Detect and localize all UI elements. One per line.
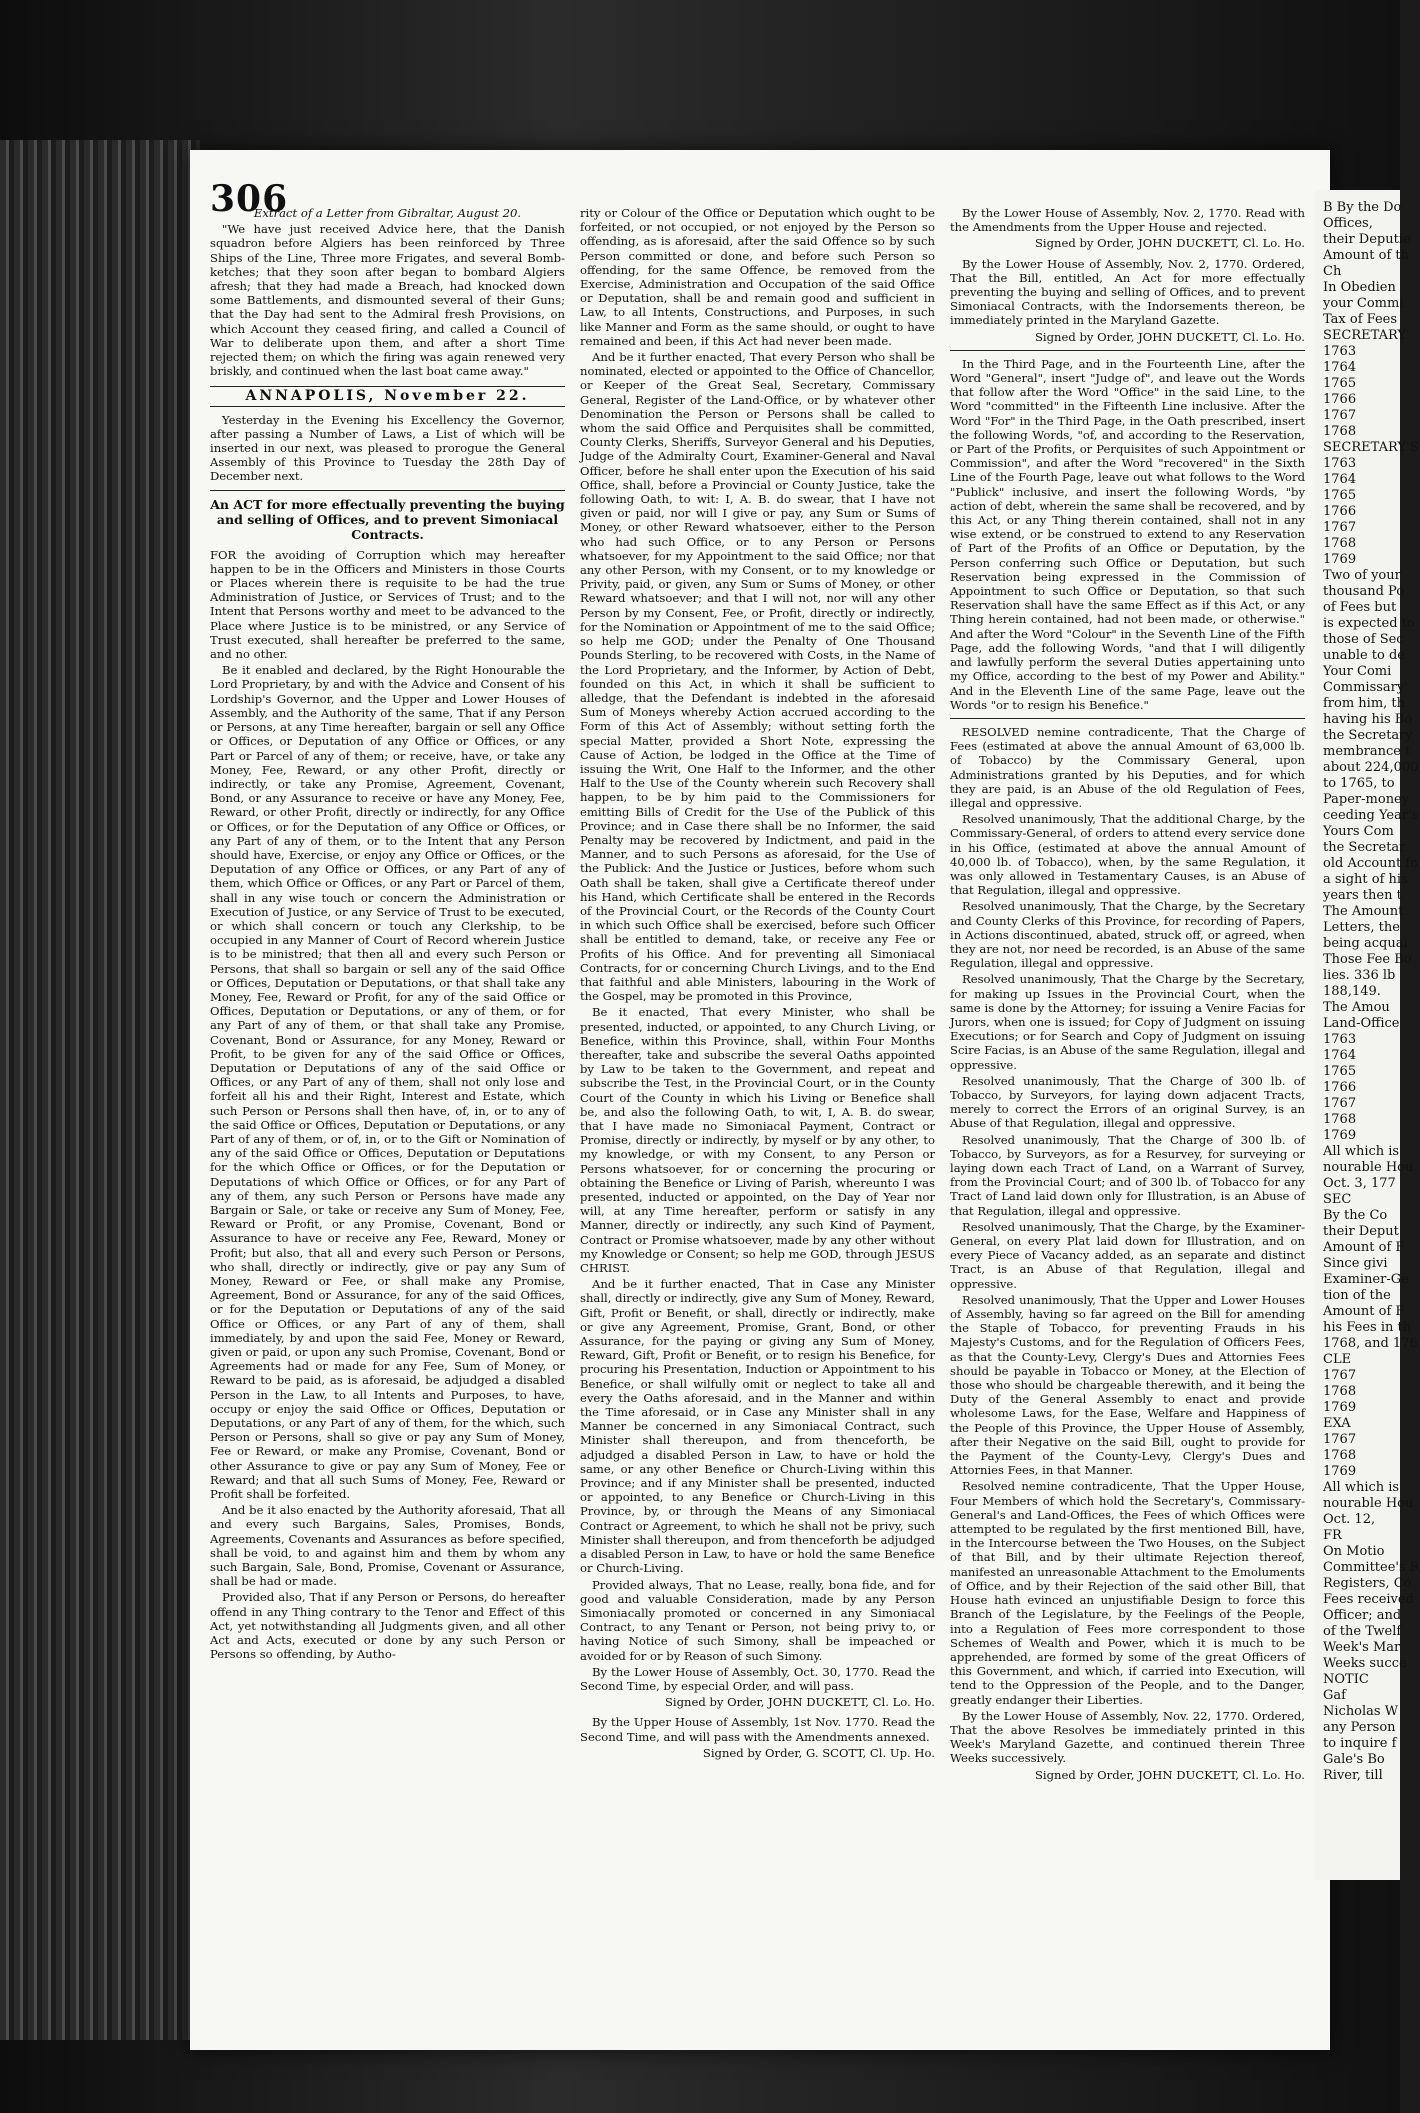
right-page-line: his Fees in th: [1323, 1320, 1412, 1335]
right-page-line: CLE: [1323, 1352, 1352, 1367]
right-page-line: tion of the: [1323, 1288, 1391, 1303]
book-page-edges: [0, 140, 200, 2040]
col2-paragraph-2: And be it further enacted, That every Person who shall be nominated, elected or appointed to the Office of Chancellor, or Keeper of the Great Seal, Secretary, Commissary General, Register of the Land-Office, or by whatever other Denomination the Person or Persons shall be called to whom the said Office and Perquisites shall be committed, County Clerks, Sheriffs, Surveyor General and his Deputies, Judge of the Admiralty Court, Examiner-General and Naval Officer, before he shall enter upon the Execution of his said Office, shall, before a Provincial or County Justice, take the following Oath, to wit: I, A. B. do swear, that I have not given or paid, nor will I give or pay, any Sum or Sums of Money, or other Reward whatsoever, either to the Person who had such Office, or to any Person or Persons whatsoever, for my Appointment to the said Office; nor that any other Person, with my Consent, or to my knowledge or Privity, paid, or given, any Sum or Sums of Money, or other Reward whatsoever; and that I will not, nor will any other Person by my Consent, Fee, or Profit, directly or indirectly, for the Nomination or Appointment of me to the said Office; so help me GOD; under the Penalty of One Thousand Pounds Sterling, to be recovered with Costs, in the Name of the Lord Proprietary, and the Informer, by Action of Debt, founded on this Act, in which it shall be sufficient to alledge, that the Defendant is indebted in the aforesaid Sum of Moneys whereby Action accrued according to the Form of this Act of Assembly; without setting forth the special Matter, provided a Short Note, expressing the Cause of Action, be lodged in the Office at the Time of issuing the Writ, One Half to the Informer, and the other Half to the Use of the County wherein such Recovery shall happen, to be by him paid to the Commissioners for emitting Bills of Credit for the Use of the Publick of this Province; and in Case there shall be no Informer, the said Penalty may be recovered by Indictment, and paid in the Manner, and to such Persons as aforesaid, for the Use of the Publick: And the Justice or Justices, before whom such Oath shall be taken, shall give a Certificate thereof under his Hand, which Certificate shall be entered in the Records of the Provincial Court, or the Records of the County Court in which such Office shall be exercised, before such Officer shall be entitled to demand, take, or receive any Fee or Profits of his Office. And for preventing all Simoniacal Contracts, for or concerning Church Livings, and to the End that faithful and able Ministers, labouring in the Work of the Gospel, may be promoted in this Province,: [580, 350, 935, 1004]
right-page-line: about 224,000: [1323, 760, 1419, 775]
right-page-line: By the Co: [1323, 1208, 1388, 1223]
col3-paragraph-11: Resolved unanimously, That the Upper and Lower Houses of Assembly, having so far agreed on the Bill for amending the Staple of Tobacco, for preventing Frauds in his Majesty's Customs, and for the Regulation of Officers Fees, as that the County-Levy, Clergy's Dues and Attornies Fees should be payable in Tobacco or Money, at the Election of those who should be chargeable therewith, and it being the Duty of the General Assembly to enact and provide wholesome Laws, for the Ease, Welfare and Happiness of the People of this Province, the Upper House of Assembly, after their Negative on the said Bill, ought to provide for the Payment of the County-Levy, Clergy's Dues and Attornies Fees, in that Manner.: [950, 1292, 1305, 1478]
right-page-line: their Deput: [1323, 1224, 1399, 1239]
right-page-line: a sight of his: [1323, 872, 1408, 887]
right-page-line: Offices,: [1323, 216, 1373, 231]
right-page-line: Gale's Bo: [1323, 1752, 1385, 1767]
right-page-line: any Person: [1323, 1720, 1396, 1735]
right-page-line: Letters, the: [1323, 920, 1400, 935]
right-page-line: their Deputie: [1323, 232, 1411, 247]
col3-paragraph-1: By the Lower House of Assembly, Nov. 2, 1770. Read with the Amendments from the Upper House and rejected.: [950, 206, 1305, 235]
right-page-line: those of Sec: [1323, 632, 1404, 647]
right-page-line: Weeks succe: [1323, 1656, 1407, 1671]
col2-signature-1: Signed by Order, JOHN DUCKETT, Cl. Lo. Ho.: [664, 1695, 935, 1710]
right-page-line: Your Comi: [1323, 664, 1392, 679]
right-page-line: SECRETARY'S: [1323, 440, 1419, 455]
right-page-line: Registers, Co: [1323, 1576, 1412, 1591]
annapolis-text: Yesterday in the Evening his Excellency the Governor, after passing a Number of Laws, a List of which will be inserted in our next, was pleased to prorogue the General Assembly of this Province to Tuesday the 28th Day of December next.: [210, 412, 565, 484]
right-page-line: Gaf: [1323, 1688, 1346, 1703]
right-page-line: Nicholas W: [1323, 1704, 1399, 1719]
right-page-line: having his Bo: [1323, 712, 1413, 727]
right-page-line: of the Twelf: [1323, 1624, 1402, 1639]
right-page-line: Week's Mar: [1323, 1640, 1401, 1655]
column-3: [950, 206, 1305, 1788]
right-page-line: Amount of F: [1323, 1304, 1405, 1319]
right-page-line: 1765: [1323, 376, 1357, 391]
right-page-line: 1764: [1323, 360, 1357, 375]
right-page-line: 1768: [1323, 1384, 1357, 1399]
right-page-line: 1767: [1323, 520, 1357, 535]
right-page-line: 1763: [1323, 456, 1357, 471]
right-page-line: 1768: [1323, 1448, 1357, 1463]
right-page-line: 1769: [1323, 1400, 1357, 1415]
gibraltar-text: "We have just received Advice here, that the Danish squadron before Algiers has been reinforced by Three Ships of the Line, Three more Frigates, and several Bomb-ketches; that they soon after began to bombard Algiers afresh; that they had made a Breach, had knocked down some Battlements, and dismounted several of their Guns; that the Day had sent to the Admiral fresh Provisions, on which Account they ceased firing, and called a Council of War to deliberate upon them, and after a short Time rejected them; on which the firing was again renewed very briskly, and continued when the last boat came away.": [210, 222, 565, 379]
right-page-line: 1768, and 176: [1323, 1336, 1418, 1351]
right-page-line: ceeding Year's: [1323, 808, 1419, 823]
right-page-line: 1766: [1323, 1080, 1357, 1095]
act-paragraph-4: Provided also, That if any Person or Persons, do hereafter offend in any Thing contrary to the Tenor and Effect of this Act, yet notwithstanding all Judgments given, and all other Act and Acts, executed or done by any such Person or Persons so offending, by Autho-: [210, 1590, 565, 1662]
right-page-line: All which is: [1323, 1144, 1400, 1159]
right-page-line: of Fees but: [1323, 600, 1397, 615]
right-page-line: Paper-money: [1323, 792, 1410, 807]
col3-signature-1: Signed by Order, JOHN DUCKETT, Cl. Lo. Ho.: [1034, 236, 1305, 251]
col2-paragraph-5: Provided always, That no Lease, really, bona fide, and for good and valuable Consideration, made by any Person Simoniacally promoted or concerned in any Simoniacal Contract, to any Tenant or Person, not being privy to, or having Notice of such Simony, shall be impeached or avoided for or by Reason of such Simony.: [580, 1577, 935, 1663]
right-page-line: to inquire f: [1323, 1736, 1397, 1751]
right-page-line: Officer; and: [1323, 1608, 1402, 1623]
col3-paragraph-12: Resolved nemine contradicente, That the Upper House, Four Members of which hold the Secretary's, Commissary-General's and Land-Offices, the Fees of which Offices were attempted to be regulated by the first mentioned Bill, have, in the Intercourse between the Two Houses, on the Subject of that Bill, and by their ultimate Rejection thereof, manifested an unreasonable Attachment to the Emoluments of Office, and by their Rejection of the said other Bill, that House hath evinced an unjustifiable Design to force this Branch of the Legislature, by the Feelings of the People, into a Regulation of Fees more correspondent to those Schemes of Wealth and Power, which it is much to be apprehended, are formed by some of the great Officers of this Government, and which, if carried into Execution, will tend to the Oppression of the People, and to the Danger, greatly endanger their Liberties.: [950, 1479, 1305, 1707]
right-page-line: NOTIC: [1323, 1672, 1369, 1687]
right-page-line: Ch: [1323, 264, 1342, 279]
right-page-line: the Secretar: [1323, 840, 1406, 855]
right-page-line: is expected to: [1323, 616, 1415, 631]
right-page-line: from him, th: [1323, 696, 1406, 711]
col3-paragraph-5: Resolved unanimously, That the additional Charge, by the Commissary-General, of orders to attend every service done in his Office, (estimated at above the annual Amount of 40,000 lb. of Tobacco), when, by the same Regulation, it was only allowed in Testamentary Causes, is an Abuse of that Regulation, illegal and oppressive.: [950, 812, 1305, 898]
right-page-line: 1769: [1323, 1128, 1357, 1143]
col2-paragraph-6: By the Lower House of Assembly, Oct. 30, 1770. Read the Second Time, by especial Order, and will pass.: [580, 1664, 935, 1693]
right-page-line: On Motio: [1323, 1544, 1385, 1559]
right-page-line: 1764: [1323, 1048, 1357, 1063]
right-page-line: 1763: [1323, 344, 1357, 359]
divider: [950, 718, 1305, 719]
col3-paragraph-2: By the Lower House of Assembly, Nov. 2, 1770. Ordered, That the Bill, entitled, An Act for more effectually preventing the buying and selling of Offices, and to prevent Simoniacal Contracts, with the Indorsements thereon, be immediately printed in the Maryland Gazette.: [950, 256, 1305, 328]
right-page-line: unable to de: [1323, 648, 1405, 663]
col3-paragraph-9: Resolved unanimously, That the Charge of 300 lb. of Tobacco, by Surveyors, as for a Resurvey, for surveying or laying down each Tract of Land, on a Warrant of Survey, from the Provincial Court; and of 300 lb. of Tobacco for any Tract of Land laid down only for Illustration, is an Abuse of that Regulation, illegal and oppressive.: [950, 1132, 1305, 1218]
right-page-line: thousand Po: [1323, 584, 1405, 599]
right-page-line: Amount of th: [1323, 248, 1410, 263]
right-page-line: 1766: [1323, 504, 1357, 519]
col3-signature-3: Signed by Order, JOHN DUCKETT, Cl. Lo. Ho.: [1034, 1767, 1305, 1782]
col3-paragraph-8: Resolved unanimously, That the Charge of 300 lb. of Tobacco, by Surveyors, for laying down adjacent Tracts, merely to correct the Errors of an original Survey, is an Abuse of that Regulation, illegal and oppressive.: [950, 1073, 1305, 1131]
right-page-line: 1769: [1323, 552, 1357, 567]
right-page-line: SECRETARY': [1323, 328, 1410, 343]
column-2: [580, 206, 935, 1766]
right-page-line: 1769: [1323, 1464, 1357, 1479]
right-page-line: nourable Hou: [1323, 1160, 1414, 1175]
right-page-line: your Commi: [1323, 296, 1404, 311]
col2-paragraph-1: rity or Colour of the Office or Deputation which ought to be forfeited, or not occupied, or not enjoyed by the Person so offending, as is aforesaid, after the said Offence so by such Person committed or done, and before such Person so offending, for the same Offence, be removed from the Exercise, Administration and Occupation of the said Office or Deputation, shall be and remain good and sufficient in Law, to all Intents, Constructions, and Purposes, in such like Manner and Form as the same should, or ought to have remained and been, if this Act had never been made.: [580, 206, 935, 348]
col2-signature-2: Signed by Order, G. SCOTT, Cl. Up. Ho.: [702, 1745, 935, 1760]
right-page-line: 1763: [1323, 1032, 1357, 1047]
right-page-line: 1768: [1323, 536, 1357, 551]
right-page-line: Examiner-Ge: [1323, 1272, 1409, 1287]
col3-paragraph-13: By the Lower House of Assembly, Nov. 22, 1770. Ordered, That the above Resolves be immediately printed in this Week's Maryland Gazette, and continued therein Three Weeks successively.: [950, 1708, 1305, 1766]
act-paragraph-2: Be it enabled and declared, by the Right Honourable the Lord Proprietary, by and with the Advice and Consent of his Lordship's Governor, and the Upper and Lower Houses of Assembly, and the Authority of the same, That if any Person or Persons, at any Time hereafter, bargain or sell any Office or Offices, or Deputation of any Office or Offices, or any Part or Parcel of any of them; or receive, have, or take any Money, Fee, Reward, or any other Profit, directly or indirectly, or take any Promise, Agreement, Covenant, Bond, or any Assurance to receive or have any Money, Fee, Reward, or other Profit, directly or indirectly, for any Office or Offices, or for the Deputation of any Office or Offices, or any Part of any of them, or to the Intent that any Person should have, Exercise, or enjoy any Office or Offices, or the Deputation of any Office or Offices, or any Part of any of them, which Office or Offices, or any Part or Parcel of them, shall in any wise touch or concern the Administration or Execution of Justice, or any Service of Trust to be executed, or which shall concern or touch any Clerkship, to be occupied in any Manner of Court of Record wherein Justice is to be ministred; that then all and every such Person or Persons, that shall so bargain or sell any of the said Office or Offices, Deputation or Deputations, or that shall take any Money, Fee, Reward or Profit, for any of the said Office or Offices, Deputation or Deputations, or any of them, or for any Part of any of them, or that shall take any Promise, Covenant, Bond or Assurance, for any Money, Reward or Profit, to be given for any of the said Office or Offices, Deputation or Deputations of any of the said Office or Offices, or any Part of any of them, shall not only lose and forfeit all his and their Right, Interest and Estate, which such Person or Persons shall then have, of, in, or to any of the said Office or Offices, Deputation or Deputations, or any Part of any of them, or of, in, or to the Gift or Nomination of any of the said Office or Offices, Deputation or Deputations for the which Office or Offices, or for the Deputation or Deputations of which Office or Offices, or for any Part of any of them, any such Person or Persons have made any Bargain or Sale, or take or receive any Sum of Money, Fee, Reward or Profit, or any Promise, Covenant, Bond or Assurance to have or receive any Fee, Reward, Money or Profit; but also, that all and every such Person or Persons, who shall, directly or indirectly, give or pay any Sum of Money, Reward or Fee, or shall make any Promise, Agreement, Bond or Assurance, for any of the said Offices, or for the Deputation or Deputations of any of the said Office or Offices, or any Part of any of them, shall immediately, by and upon the said Fee, Money or Reward, given or paid, or upon any such Promise, Covenant, Bond or Agreements had or made for any Fee, Sum of Money, or Reward to be paid, as is aforesaid, be adjudged a disabled Person in the Law, to all Intents and Purposes, to have, occupy or enjoy the said Office or Offices, Deputation or Deputations, or any Part of any of them, for the which, such Person or Persons, shall so give or pay any Sum of Money, Fee or Reward, or make any Promise, Covenant, Bond or other Assurance to give or pay any Sum of Money, Fee or Reward; and that all such Sums of Money, Fee, Reward or Profit shall be forfeited.: [210, 663, 565, 1502]
right-page-line: Committee's R: [1323, 1560, 1420, 1575]
gibraltar-heading: Extract of a Letter from Gibraltar, August 20.: [253, 206, 522, 220]
col2-paragraph-7: By the Upper House of Assembly, 1st Nov. 1770. Read the Second Time, and will pass with the Amendments annexed.: [580, 1715, 935, 1744]
col3-signature-2: Signed by Order, JOHN DUCKETT, Cl. Lo. Ho.: [1034, 329, 1305, 344]
right-page-line: years then t: [1323, 888, 1402, 903]
right-page-line: The Amou: [1323, 1000, 1390, 1015]
right-page-line: 1766: [1323, 392, 1357, 407]
right-page-line: River, till: [1323, 1768, 1383, 1783]
right-page-line: 188,149.: [1323, 984, 1381, 999]
right-page-line: Yours Com: [1323, 824, 1394, 839]
act-title: An ACT for more effectually preventing the buying and selling of Offices, and to prevent Simoniacal Contracts.: [210, 496, 565, 542]
right-page-line: EXA: [1323, 1416, 1351, 1431]
right-page-line: SEC: [1323, 1192, 1352, 1207]
act-text-1: FOR the avoiding of Corruption which may hereafter happen to be in the Officers and Ministers in those Courts or Places wherein there is requisite to be had the true Administration of Justice, or Services of Trust; and to the Intent that Persons worthy and meet to be advanced to the Place where Justice is to be ministred, or any Service of Trust executed, shall hereafter be preferred to the same, and no other.: [210, 547, 565, 662]
right-page-line: old Account fo: [1323, 856, 1418, 871]
right-page-line: 1767: [1323, 1368, 1357, 1383]
col2-paragraph-3: Be it enacted, That every Minister, who shall be presented, inducted, or appointed, to any Church Living, or Benefice, within this Province, shall, within Four Months thereafter, take and subscribe the several Oaths appointed by Law to be taken to the Government, and repeat and subscribe the Test, in the Provincial Court, or in the County Court of the County in which his Living or Benefice shall be, and also the following Oath, to wit, I, A. B. do swear, that I have made no Simoniacal Payment, Contract or Promise, directly or indirectly, by myself or by any other, to my knowledge, or with my Consent, to any Person or Persons whatsoever, for or concerning the procuring or obtaining the Benefice or Living of Parish, whereunto I was presented, inducted or appointed, on the Day of Year nor will, at any Time hereafter, perform or satisfy in any Manner, directly or indirectly, any such Kind of Payment, Contract or Promise whatsoever, made by any other without my Knowledge or Consent; so help me GOD, through JESUS CHRIST.: [580, 1005, 936, 1276]
right-page-line: 1765: [1323, 1064, 1357, 1079]
right-page-line: 1767: [1323, 408, 1357, 423]
right-page-line: Since givi: [1323, 1256, 1388, 1271]
right-page-line: Fees received: [1323, 1592, 1414, 1607]
right-page-line: nourable Hou: [1323, 1496, 1414, 1511]
right-page-line: 1768: [1323, 424, 1357, 439]
newspaper-page: [190, 150, 1330, 2050]
act-paragraph-3: And be it also enacted by the Authority aforesaid, That all and every such Bargains, Sales, Promises, Bonds, Agreements, Covenants and Assurances as before specified, shall be void, to and against him and them by whom any such Bargain, Sale, Bond, Promise, Covenant or Assurance, shall be had or made.: [210, 1503, 565, 1589]
col3-paragraph-4: RESOLVED nemine contradicente, That the Charge of Fees (estimated at above the annual Amount of 63,000 lb. of Tobacco) by the Commissary General, upon Administrations granted by his Deputies, and for which they are paid, is an Abuse of the old Regulation of Fees, illegal and oppressive.: [950, 724, 1305, 810]
right-page-line: Commissary': [1323, 680, 1408, 695]
column-1: [210, 206, 565, 1664]
right-page-line: 1767: [1323, 1096, 1357, 1111]
right-page-line: being acquai: [1323, 936, 1408, 951]
right-page-line: 1768: [1323, 1112, 1357, 1127]
right-page-line: the Secretary: [1323, 728, 1413, 743]
col2-paragraph-4: And be it further enacted, That in Case any Minister shall, directly or indirectly, give any Sum of Money, Reward, Gift, Profit or Benefit, or shall, directly or indirectly, make or give any Agreement, Promise, Grant, Bond, or other Assurance, for the paying or giving any Sum of Money, Reward, Gift, Profit or Benefit, or to resign his Benefice, for procuring his Presentation, Induction or Appointment to his Benefice, or shall wilfully omit or neglect to take all and every the Oaths aforesaid, and in the Manner and within the Time aforesaid, or in Case any Minister shall in any Manner be concerned in any Simoniacal Contract, such Minister shall thereupon, and from thenceforth, be adjudged a disabled Person in Law, to have or hold the same, or any other Benefice or Church-Living within this Province; and if any Minister shall be presented, inducted or appointed, to any Benefice or Church-Living in this Province, by, or through the Means of any Simoniacal Contract or Agreement, to which he shall not be privy, such Minister shall thereupon, and from thenceforth be adjudged a disabled Person in Law, to have or hold the same Benefice or Church-Living.: [580, 1277, 935, 1576]
col3-paragraph-6: Resolved unanimously, That the Charge, by the Secretary and County Clerks of this Province, for recording of Papers, in Actions discontinued, abated, struck off, or agreed, when they are not, nor need be recorded, is an Abuse of the same Regulation, illegal and oppressive.: [950, 899, 1305, 971]
right-page-line: 1764: [1323, 472, 1357, 487]
right-page-line: Two of your: [1323, 568, 1401, 583]
right-page-line: Tax of Fees: [1323, 312, 1398, 327]
divider: [210, 490, 565, 491]
adjacent-page-fragment: [1315, 190, 1420, 1880]
right-page-line: B By the Do: [1323, 200, 1402, 215]
col3-paragraph-10: Resolved unanimously, That the Charge, by the Examiner-General, on every Plat laid down for Illustration, and on every Piece of Vacancy added, as an separate and distinct Tract, is an Abuse of that Regulation, illegal and oppressive.: [950, 1219, 1305, 1291]
right-page-line: All which is: [1323, 1480, 1400, 1495]
right-page-line: 1767: [1323, 1432, 1357, 1447]
act-paragraph-1: [210, 548, 565, 662]
right-page-line: In Obedien: [1323, 280, 1396, 295]
right-page-line: lies. 336 lb: [1323, 968, 1396, 983]
col3-paragraph-3: In the Third Page, and in the Fourteenth Line, after the Word "General", insert "Judge of", and leave out the Words that follow after the Word "Office" in the said Line, to the Word "committed" in the Fifteenth Line inclusive. After the Word "For" in the Third Page, in the Oath prescribed, insert the following Words, "of, and according to the Reservation, or Part of the Profits, or Perquisites of such Appointment or Commission", and after the Word "recovered" in the Sixth Line of the Fourth Page, leave out what follows to the Word "Publick" inclusive, and insert the following Words, "by action of debt, wherein the same shall be recovered, and by this Act, or any Thing therein contained, shall not in any wise extend, or be construed to extend to any Reservation of Part of the Profits of an Office or Deputation, by the Person conferring such Office or Deputation, but such Reservation being expressed in the Commission of Appointment to such Office or Deputation, so that such Reservation shall have the same Effect as if this Act, or any Thing herein contained, had not been made, or otherwise." And after the Word "Colour" in the Seventh Line of the Fifth Page, add the following Words, "and that I will diligently and lawfully perform the several Duties appertaining unto my Office, according to the best of my Power and Ability." And in the Eleventh Line of the same Page, leave out the Words "or to resign his Benefice.": [950, 356, 1305, 712]
right-page-line: Amount of F: [1323, 1240, 1405, 1255]
right-page-line: Land-Office: [1323, 1016, 1400, 1031]
right-page-line: Those Fee Bo: [1323, 952, 1412, 967]
right-page-line: membrance t: [1323, 744, 1411, 759]
right-page-line: to 1765, to: [1323, 776, 1395, 791]
annapolis-heading: ANNAPOLIS, November 22.: [210, 386, 565, 406]
right-page-line: Oct. 12,: [1323, 1512, 1376, 1527]
page-number: 306: [210, 178, 289, 220]
right-page-line: Oct. 3, 177: [1323, 1176, 1396, 1191]
right-page-line: The Amount: [1323, 904, 1404, 919]
right-page-line: FR: [1323, 1528, 1342, 1543]
divider: [950, 350, 1305, 351]
right-page-line: 1765: [1323, 488, 1357, 503]
col3-paragraph-7: Resolved unanimously, That the Charge by the Secretary, for making up Issues in the Provincial Court, when the same is done by the Attorney; for issuing a Venire Facias for Jurors, when one is issued; for Copy of Judgment on issuing Executions; or for Search and Copy of Judgment on issuing Scire Facias, is an Abuse of the same Regulation, illegal and oppressive.: [950, 972, 1305, 1072]
